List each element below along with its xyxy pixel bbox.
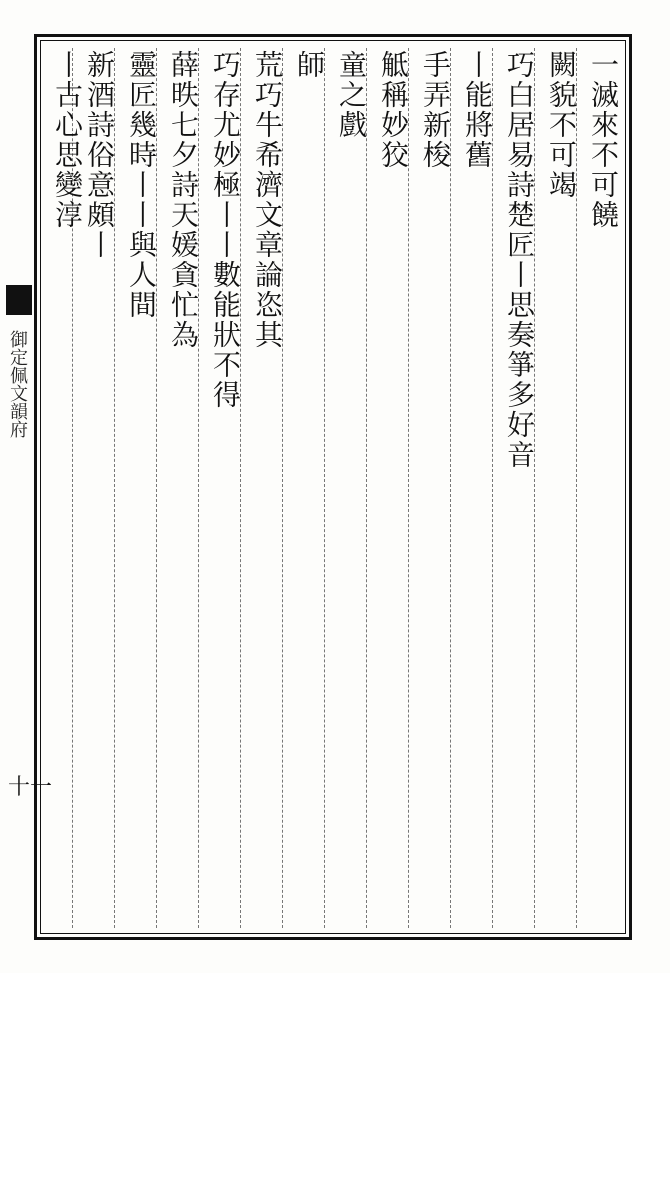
column-text: 師 (293, 50, 326, 80)
fishtail-mark (6, 285, 32, 315)
book-title: 御定佩文韻府 (7, 330, 28, 438)
column-text: 手弄新梭 (419, 50, 452, 170)
column-text: 薛昳七夕詩天媛貪忙為 (167, 50, 200, 350)
column-text: 荒巧牛希濟文章論恣其 (251, 50, 284, 350)
column-text: 新酒詩俗意頗丨 (83, 50, 116, 260)
column-text: 童之戲 (335, 50, 368, 140)
column-text: 巧存尤妙極丨丨數能狀不得 (209, 50, 242, 410)
column-text: 靈匠幾時丨丨與人間 (125, 50, 158, 320)
column-text: 闕貌不可竭 (545, 50, 578, 200)
column-text: 一滅來不可饒 (587, 50, 620, 230)
column-text: 丨古心思變淳 (51, 50, 84, 230)
column-text: 觝稱妙狡 (377, 50, 410, 170)
margin-column (4, 330, 34, 1190)
column-text: 巧白居易詩楚匠丨思奏箏多好音 (503, 50, 536, 470)
page-number: 十一 (8, 775, 53, 800)
column-text: 丨能將舊 (461, 50, 494, 170)
